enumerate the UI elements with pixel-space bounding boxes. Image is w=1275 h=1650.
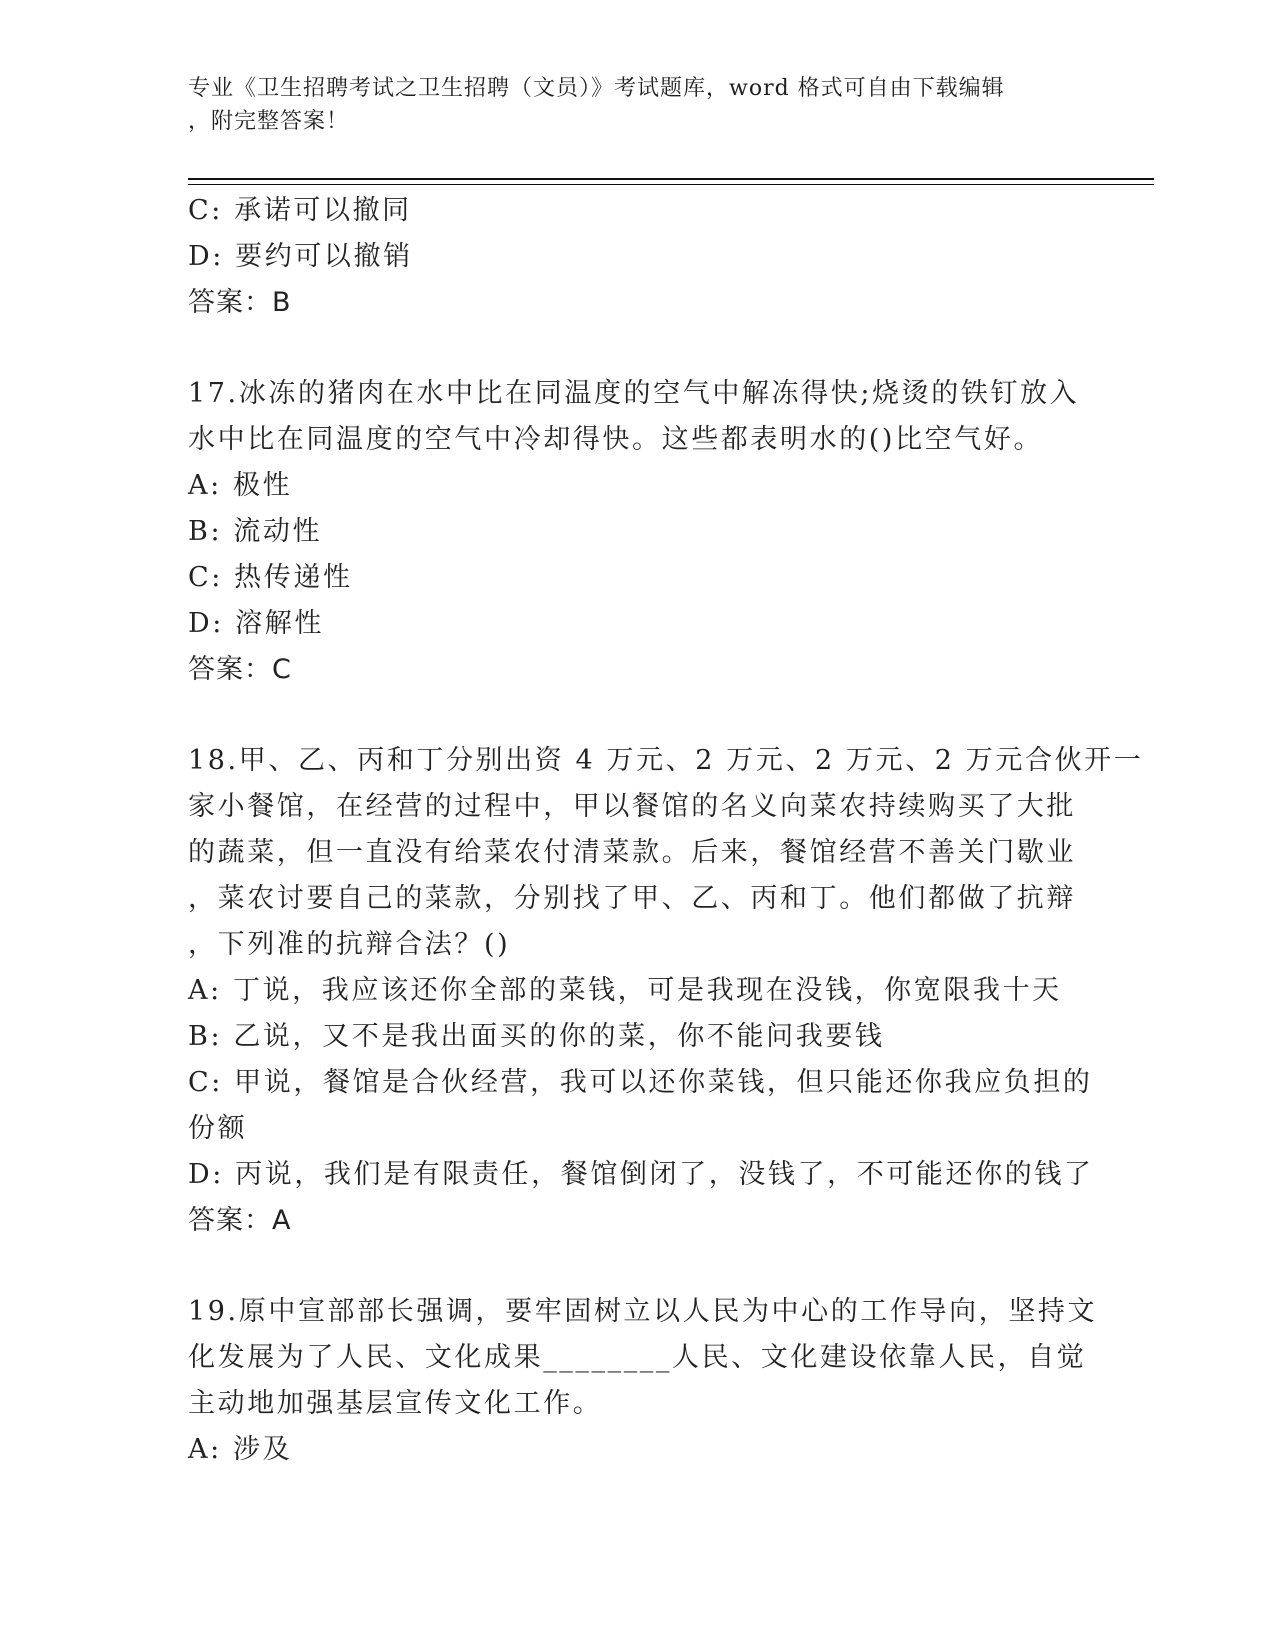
option-c: C: 承诺可以撤同 <box>188 195 412 226</box>
option-a: A: 极性 <box>188 470 293 501</box>
question-gap <box>188 693 1088 738</box>
question-stem-line: 17.冰冻的猪肉在水中比在同温度的空气中解冻得快;烧烫的铁钉放入 <box>188 378 1080 409</box>
question-stem-line: ，下列准的抗辩合法？() <box>188 929 511 960</box>
option-c: C: 甲说，餐馆是合伙经营，我可以还你菜钱，但只能还你我应负担的 <box>188 1067 1093 1098</box>
question-stem-line: 家小餐馆，在经营的过程中，甲以餐馆的名义向菜农持续购买了大批 <box>188 791 1076 822</box>
question-stem-line: 18.甲、乙、丙和丁分别出资 4 万元、2 万元、2 万元、2 万元合伙开一 <box>188 745 1144 776</box>
option-c: C: 热传递性 <box>188 562 353 593</box>
option-b: B: 流动性 <box>188 516 323 547</box>
header-rule-thin <box>188 184 1154 185</box>
question-list <box>188 188 1144 1473</box>
question-stem-line: 19.原中宣部部长强调，要牢固树立以人民为中心的工作导向，坚持文 <box>188 1296 1098 1327</box>
answer-line: 答案：B <box>188 287 292 318</box>
question-gap <box>188 1244 1088 1289</box>
question-stem-line: 水中比在同温度的空气中冷却得快。这些都表明水的()比空气好。 <box>188 424 1044 455</box>
option-d: D: 要约可以撤销 <box>188 241 413 272</box>
question-stem-line: 的蔬菜，但一直没有给菜农付清菜款。后来，餐馆经营不善关门歇业 <box>188 837 1076 868</box>
option-d: D: 溶解性 <box>188 608 324 639</box>
header-line: ，附完整答案！ <box>188 109 350 134</box>
header-rule-thick <box>188 178 1154 180</box>
option-d: D: 丙说，我们是有限责任，餐馆倒闭了，没钱了，不可能还你的钱了 <box>188 1159 1094 1190</box>
question-18 <box>188 738 1144 1244</box>
option-b: B: 乙说，又不是我出面买的你的菜，你不能问我要钱 <box>188 1021 885 1052</box>
answer-line: 答案：A <box>188 1205 292 1236</box>
question-gap <box>188 326 1088 371</box>
document-header <box>188 72 1088 138</box>
question-17 <box>188 371 1088 693</box>
option-a: A: 涉及 <box>188 1434 293 1465</box>
question-stem-line: 化发展为了人民、文化成果________人民、文化建设依靠人民，自觉 <box>188 1342 1087 1373</box>
option-c-continued: 份额 <box>188 1113 248 1144</box>
question-16-tail <box>188 188 1088 326</box>
question-stem-line: ，菜农讨要自己的菜款，分别找了甲、乙、丙和丁。他们都做了抗辩 <box>188 883 1076 914</box>
question-19 <box>188 1289 1098 1473</box>
header-line: 专业《卫生招聘考试之卫生招聘（文员）》考试题库，word 格式可自由下载编辑 <box>188 76 1005 101</box>
option-a: A: 丁说，我应该还你全部的菜钱，可是我现在没钱，你宽限我十天 <box>188 975 1062 1006</box>
question-stem-line: 主动地加强基层宣传文化工作。 <box>188 1388 603 1419</box>
answer-line: 答案：C <box>188 654 292 685</box>
